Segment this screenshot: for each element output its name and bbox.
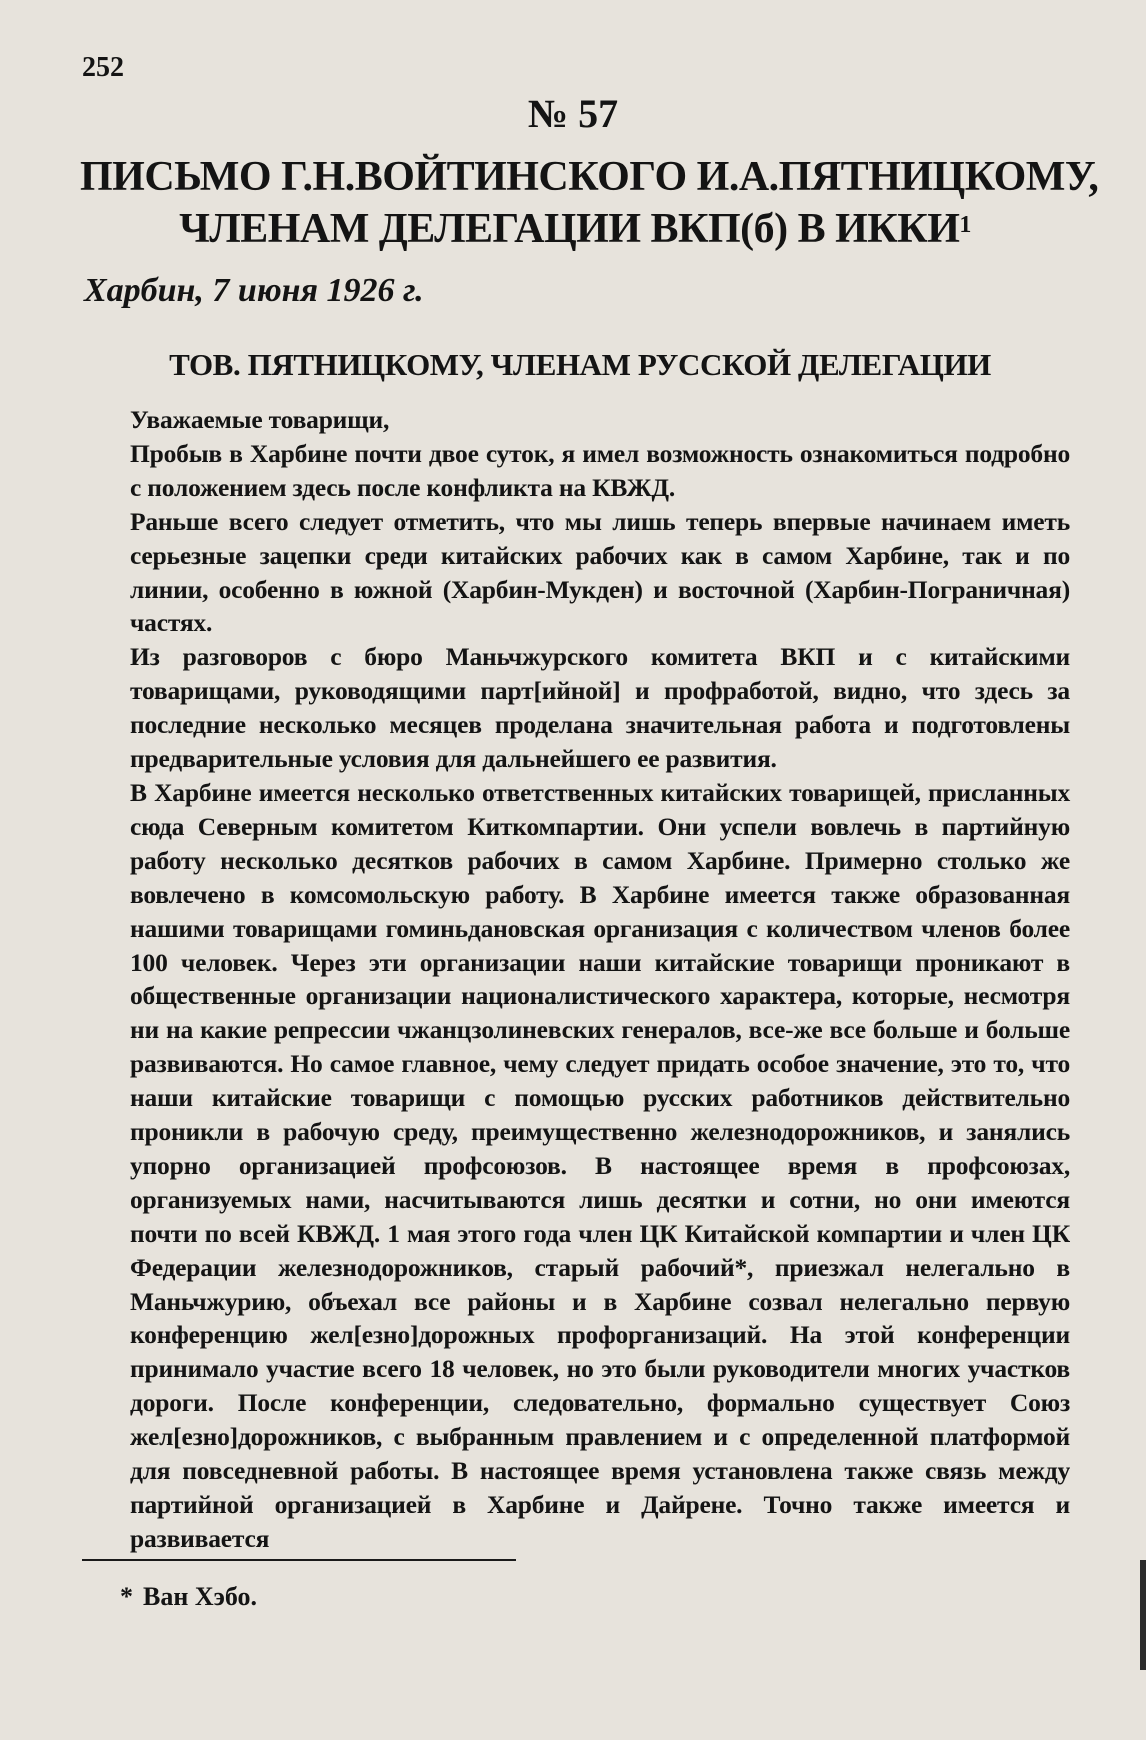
document-number: № 57 xyxy=(527,91,619,136)
footnote-divider xyxy=(82,1559,516,1561)
footnote-text: Ван Хэбо. xyxy=(143,1582,257,1611)
place-and-date: Харбин, 7 июня 1926 г. xyxy=(84,272,424,309)
addressee-heading: ТОВ. ПЯТНИЦКОМУ, ЧЛЕНАМ РУССКОЙ ДЕЛЕГАЦИИ xyxy=(169,347,991,382)
paragraph-4: В Харбине имеется несколько ответственных китайских товарищей, присланных сюда Северным комитетом Киткомпартии. Они успели вовлечь в партийную работу несколько десятков рабочих в самом Харбине. Примерно столько же вовлечено в комсомольскую работу. В Харбине имеется также образованная нашими товарищами гоминьдановская организация с количеством членов более 100 человек. Через эти организации наши китайские товарищи проникают в общественные организации националистического характера, которые, несмотря ни на какие репрессии чжанцзолиневских генералов, все-же все больше и больше развиваются. Но самое главное, чему следует придать особое значение, это то, что наши китайские товарищи с помощью русских работников действительно проникли в рабочую среду, преимущественно железнодорожников, и занялись упорно организацией профсоюзов. В настоящее время в профсоюзах, организуемых нами, насчитываются лишь десятки и сотни, но они имеются почти по всей КВЖД. 1 мая этого года член ЦК Китайской компартии и член ЦК Федерации железнодорожников, старый рабочий*, приезжал нелегально в Маньчжурию, объехал все районы и в Харбине созвал нелегально первую конференцию жел[езно]дорожных профорганизаций. На этой конференции принимало участие всего 18 человек, но это были руководители многих участков дороги. После конференции, следовательно, формально существует Союз жел[езно]дорожников, с выбранным правлением и с определенной платформой для повседневной работы. В настоящее время установлена также связь между партийной организацией в Харбине и Дайрене. Точно также имеется и развивается xyxy=(130,777,1070,1553)
title-footnote-mark: 1 xyxy=(959,212,971,238)
greeting: Уважаемые товарищи, xyxy=(130,405,390,434)
footnote-mark: * xyxy=(120,1582,133,1611)
document-title-line-2 xyxy=(80,203,1070,255)
page-number: 252 xyxy=(82,52,124,83)
document-title-line-2-text: ЧЛЕНАМ ДЕЛЕГАЦИИ ВКП(б) В ИККИ xyxy=(179,206,960,252)
paragraph-3: Из разговоров с бюро Маньчжурского комитета ВКП и с китайскими товарищами, руководящими парт[ийной] и профработой, видно, что здесь за последние несколько месяцев проделана значительная работа и подготовлены предварительные условия для дальнейшего ее развития. xyxy=(130,642,1070,774)
document-title-line-1: ПИСЬМО Г.Н.ВОЙТИНСКОГО И.А.ПЯТНИЦКОМУ, xyxy=(80,154,1099,200)
footnote xyxy=(120,1581,257,1612)
document-title xyxy=(80,151,1099,255)
letter-body xyxy=(130,403,1070,1556)
paragraph-1: Пробыв в Харбине почти двое суток, я имел возможность ознакомиться подробно с положением здесь после конфликта на КВЖД. xyxy=(130,438,1070,502)
paragraph-2: Раньше всего следует отметить, что мы лишь теперь впервые начинаем иметь серьезные зацепки среди китайских рабочих как в самом Харбине, так и по линии, особенно в южной (Харбин-Мукден) и восточной (Харбин-Пограничная) частях. xyxy=(130,506,1070,638)
scan-edge-mark xyxy=(1140,1560,1146,1670)
